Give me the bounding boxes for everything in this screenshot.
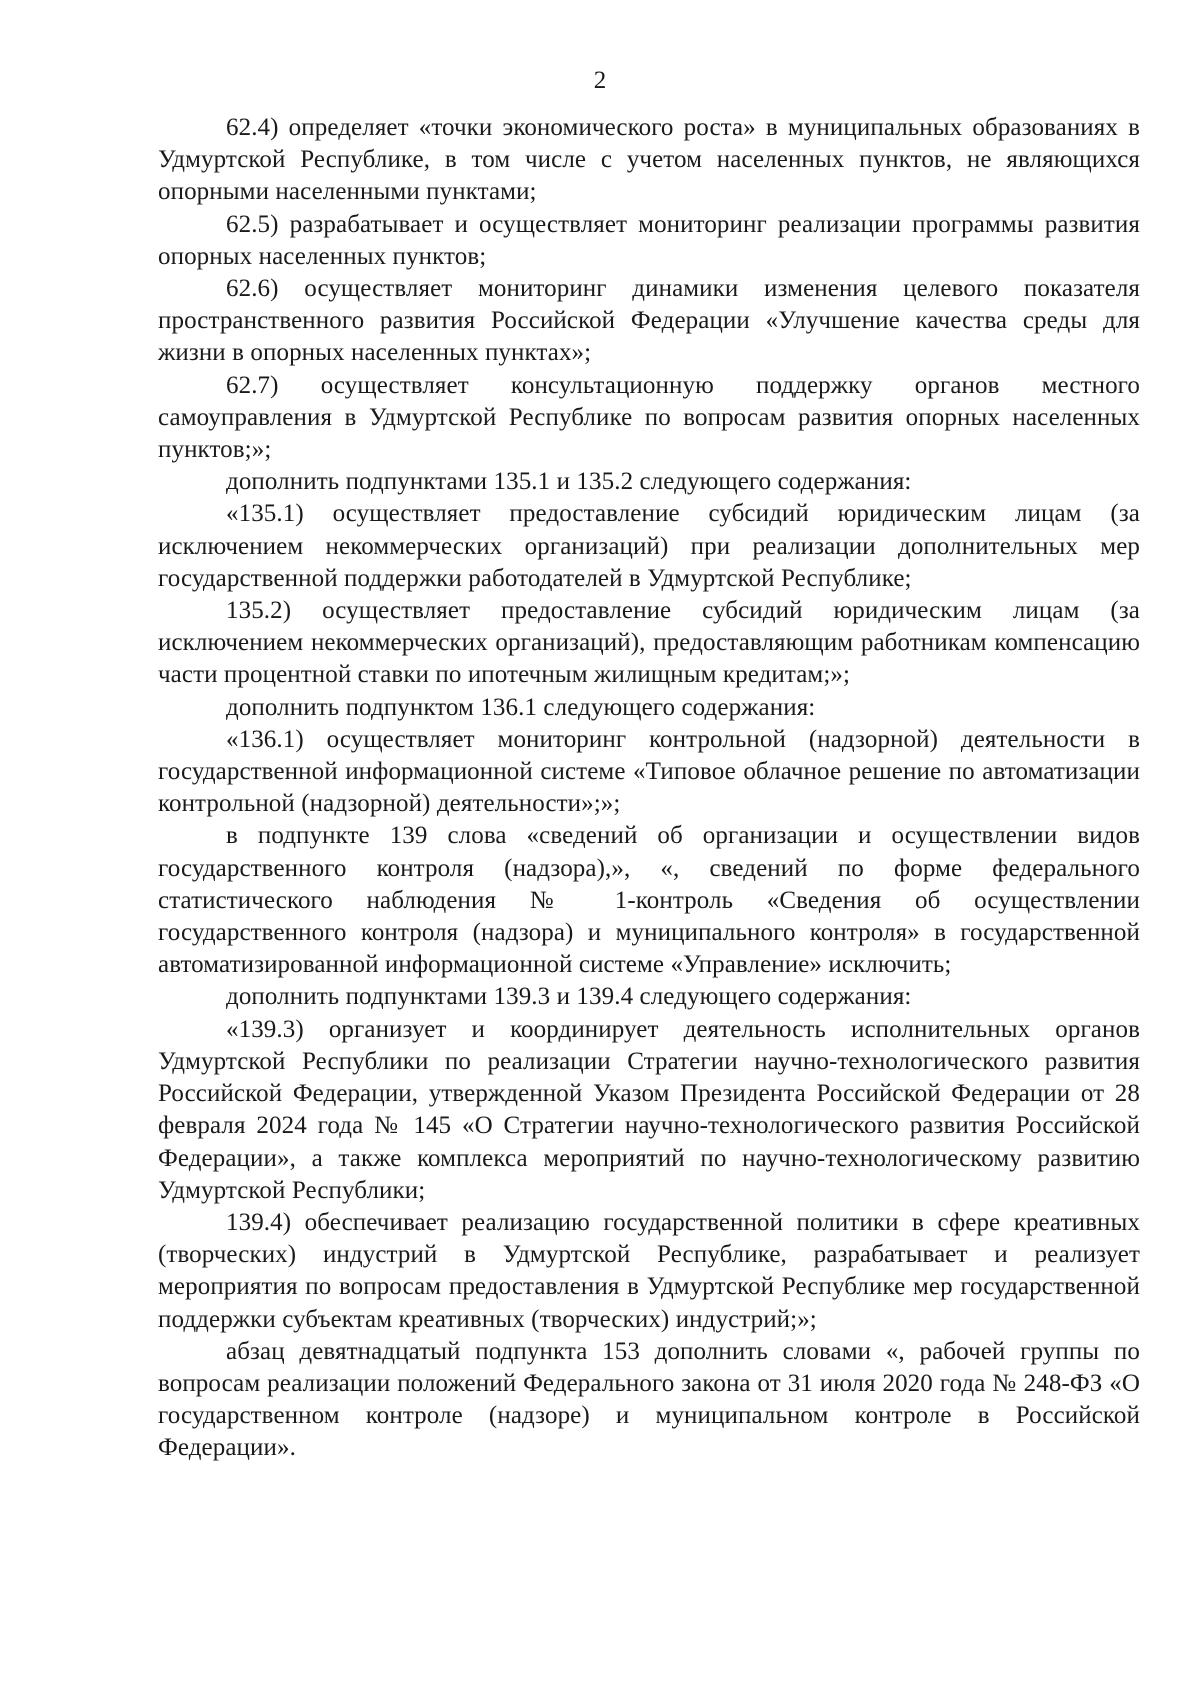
paragraph-62-5: 62.5) разрабатывает и осуществляет мониторинг реализации программы развития опорных населенных пунктов; — [158, 210, 1140, 270]
paragraph-62-4: 62.4) определяет «точки экономического роста» в муниципальных образованиях в Удмуртской Республике, в том числе с учетом населенных пунктов, не являющихся опорными населенными пунктами; — [158, 114, 1140, 206]
paragraph-135-1: «135.1) осуществляет предоставление субсидий юридическим лицам (за исключением некоммерческих организаций) при реализации дополнительных мер государственной поддержки работодателей в Удмуртской Республике; — [158, 500, 1140, 592]
paragraph-136-1: «136.1) осуществляет мониторинг контрольной (надзорной) деятельности в государственной информационной системе «Типовое облачное решение по автоматизации контрольной (надзорной) деятельности»;»; — [158, 725, 1140, 818]
paragraph-139-amend: в подпункте 139 слова «сведений об организации и осуществлении видов государственного контроля (надзора),», «, сведений по форме федерального статистического наблюдения № 1-контроль «Сведения об осуществлении государственного контроля (надзора) и муниципального контроля» в государственной автоматизированной информационной системе «Управление» исключить; — [158, 822, 1140, 979]
paragraph-62-6: 62.6) осуществляет мониторинг динамики изменения целевого показателя пространственного развития Российской Федерации «Улучшение качества среды для жизни в опорных населенных пунктах»; — [158, 275, 1140, 367]
paragraph-add-135: дополнить подпунктами 135.1 и 135.2 следующего содержания: — [226, 468, 912, 496]
paragraph-add-139: дополнить подпунктами 139.3 и 139.4 следующего содержания: — [226, 983, 912, 1011]
document-body — [158, 112, 1140, 1465]
page-number: 2 — [593, 67, 607, 94]
paragraph-139-3: «139.3) организует и координирует деятельность исполнительных органов Удмуртской Республики по реализации Стратегии научно-технологического развития Российской Федерации, утвержденной Указом Президента Российской Федерации от 28 февраля 2024 года № 145 «О Стратегии научно-технологического развития Российской Федерации», а также комплекса мероприятий по научно-технологическому развитию Удмуртской Республики; — [158, 1015, 1140, 1204]
paragraph-62-7: 62.7) осуществляет консультационную поддержку органов местного самоуправления в Удмуртской Республике по вопросам развития опорных населенных пунктов;»; — [158, 371, 1140, 464]
paragraph-153-amend: абзац девятнадцатый подпункта 153 дополнить словами «, рабочей группы по вопросам реализации положений Федерального закона от 31 июля 2020 года № 248-ФЗ «О государственном контроле (надзоре) и муниципальном контроле в Российской Федерации». — [158, 1337, 1140, 1462]
paragraph-add-136: дополнить подпунктом 136.1 следующего содержания: — [226, 693, 816, 721]
paragraph-139-4: 139.4) обеспечивает реализацию государственной политики в сфере креативных (творческих) индустрий в Удмуртской Республике, разрабатывает и реализует мероприятия по вопросам предоставления в Удмуртской Республике мер государственной поддержки субъектам креативных (творческих) индустрий;»; — [158, 1208, 1140, 1333]
paragraph-135-2: 135.2) осуществляет предоставление субсидий юридическим лицам (за исключением некоммерческих организаций), предоставляющим работникам компенсацию части процентной ставки по ипотечным жилищным кредитам;»; — [158, 597, 1140, 689]
